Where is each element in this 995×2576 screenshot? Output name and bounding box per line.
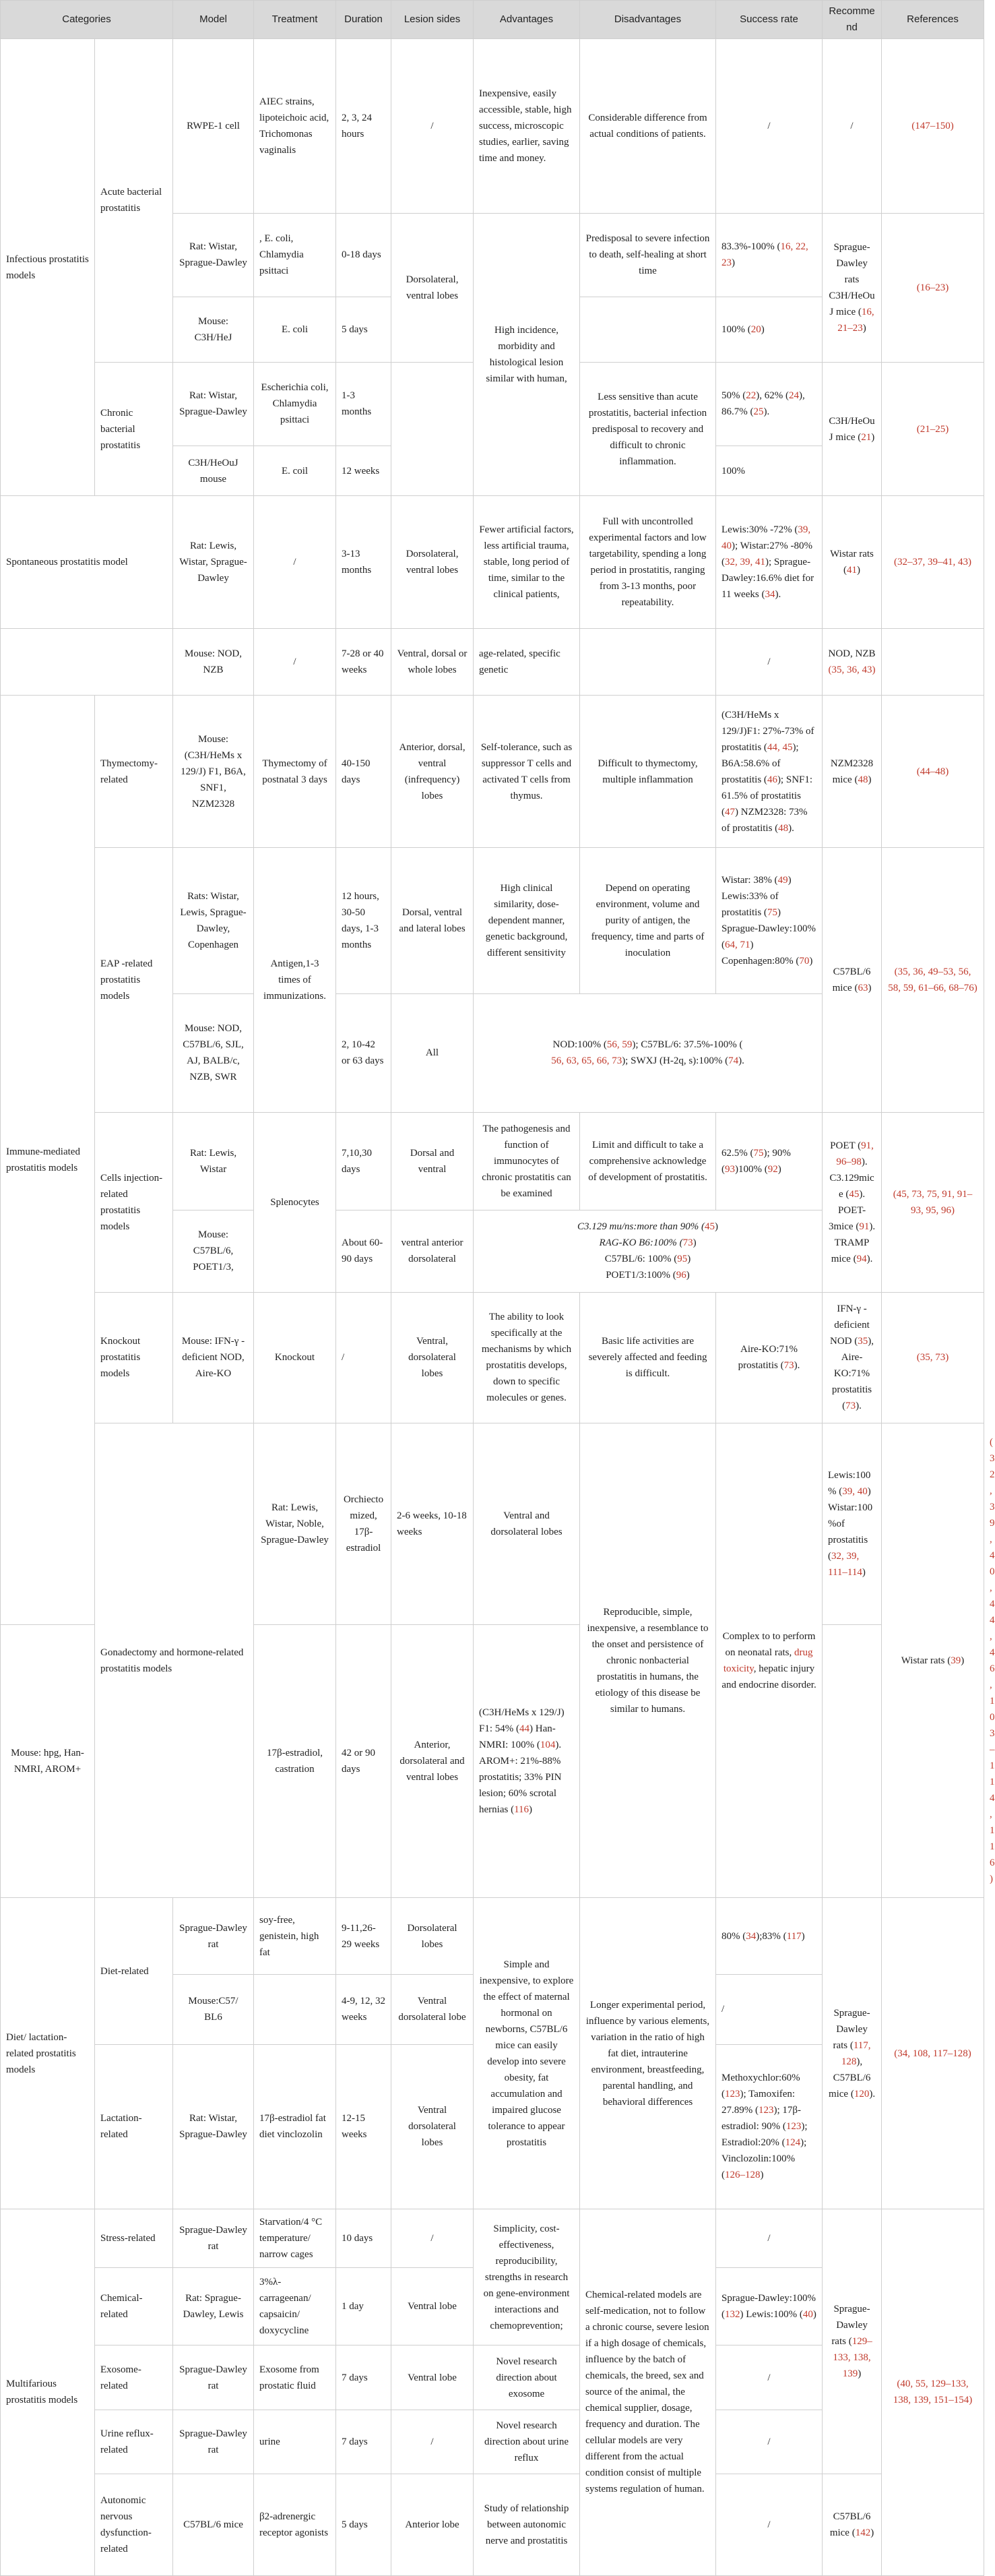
recommend-cell: Sprague-Dawley rats (117, 128), C57BL/6 mice (120). [823, 1898, 882, 2209]
subcategory-cell: Knockout prostatitis models [95, 1292, 173, 1423]
recommend-cell: C3H/HeOuJ mice (21) [823, 362, 882, 496]
subcategory-cell: Stress-related [95, 2209, 173, 2267]
header-row [1, 1, 984, 39]
header-treatment: Treatment [254, 1, 336, 39]
reference-link[interactable]: 123 [759, 2105, 774, 2116]
advantages-cell: The pathogenesis and function of immunocytes of chronic prostatitis can be examined [474, 1112, 580, 1210]
reference-link[interactable]: 44, 45 [767, 741, 793, 753]
recommend-cell: POET (91, 96–98). C3.129mice (45). POET-3mice (91). TRAMP mice (94). [823, 1112, 882, 1292]
reference-link[interactable]: 44 [519, 1723, 530, 1735]
reference-link[interactable]: 24 [789, 390, 800, 402]
disadvantages-cell: Depend on operating environment, volume and purity of antigen, the frequency, time and parts of inoculation [580, 847, 716, 993]
treatment-cell: 3%λ-carrageenan/ capsaicin/ doxycycline [254, 2267, 336, 2345]
duration-cell: 7 days [336, 2345, 391, 2410]
lesion-cell: Dorsolateral lobes [391, 1898, 474, 1975]
model-cell: C3H/HeOuJ mouse [173, 446, 254, 496]
reference-link[interactable]: 92 [767, 1163, 778, 1175]
advantages-cell: Novel research direction about urine reflux [474, 2410, 580, 2474]
duration-cell: 5 days [336, 2474, 391, 2575]
header-duration: Duration [336, 1, 391, 39]
model-cell: Sprague-Dawley rat [173, 2345, 254, 2410]
treatment-cell: Exosome from prostatic fluid [254, 2345, 336, 2410]
duration-cell: 9-11,26-29 weeks [336, 1898, 391, 1975]
treatment-cell: , E. coli, Chlamydia psittaci [254, 213, 336, 297]
model-cell: Mouse: C57BL/6, POET1/3, [173, 1210, 254, 1292]
reference-link[interactable]: 35, 36, 43 [831, 665, 872, 676]
reference-link[interactable]: 32, 39, 41 [725, 557, 766, 568]
lesion-cell: Ventral and dorsolateral lobes [474, 1423, 580, 1625]
model-cell: Sprague-Dawley rat [173, 1898, 254, 1975]
success-cell: Aire-KO:71% prostatitis (73). [716, 1292, 823, 1423]
reference-link[interactable]: 39 [951, 1655, 961, 1666]
advantages-cell: Reproducible, simple, inexpensive, a resemblance to the onset and persistence of chronic nonbacterial prostatitis in humans, the etiology of this disease be similar to humans. [580, 1423, 716, 1898]
reference-link[interactable]: 94 [856, 1253, 867, 1264]
header-advantages: Advantages [474, 1, 580, 39]
disadvantages-cell: Less sensitive than acute prostatitis, bacterial infection predisposal to recovery and difficult to chronic inflammation. [580, 362, 716, 496]
duration-cell: 3-13 months [336, 496, 391, 629]
lesion-cell: Ventral, dorsolateral lobes [391, 1292, 474, 1423]
reference-link[interactable]: drug toxicity [723, 1647, 813, 1674]
reference-link[interactable]: 91, 96–98 [836, 1140, 874, 1167]
model-cell: Rat: Lewis, Wistar, Noble, Sprague-Dawley [254, 1423, 336, 1625]
lesion-cell: Anterior, dorsolateral and ventral lobes [391, 1625, 474, 1898]
treatment-cell: E. coil [254, 446, 336, 496]
treatment-cell: / [254, 496, 336, 629]
duration-cell: 1 day [336, 2267, 391, 2345]
references-cell [882, 696, 984, 847]
reference-link[interactable]: (147–150) [911, 120, 954, 131]
header-recommend: Recommend [823, 1, 882, 39]
success-cell: 83.3%-100% (16, 22, 23) [716, 213, 823, 297]
subcategory-cell: Autonomic nervous dysfunction-related [95, 2474, 173, 2575]
treatment-cell: AIEC strains, lipoteichoic acid, Trichomonas vaginalis [254, 39, 336, 214]
reference-link[interactable]: 35, 73 [920, 1352, 946, 1363]
recommend-cell: NOD, NZB (35, 36, 43) [823, 629, 882, 696]
success-cell: Lewis:100% (39, 40) Wistar:100%of prostatitis (32, 39, 111–114) [823, 1423, 882, 1625]
reference-link[interactable]: 64, 71 [725, 939, 750, 950]
reference-link[interactable]: 39, 40 [721, 524, 811, 552]
lesion-cell: / [391, 39, 474, 214]
duration-cell: 7-28 or 40 weeks [336, 629, 391, 696]
reference-link[interactable]: 95 [677, 1254, 688, 1265]
table-row [1, 39, 984, 214]
lesion-cell: Anterior lobe [391, 2474, 474, 2575]
success-cell: 62.5% (75); 90% (93)100% (92) [716, 1112, 823, 1210]
category-cell: Immune-mediated prostatitis models [1, 696, 95, 1625]
duration-cell: 1-3 months [336, 362, 391, 446]
reference-link[interactable]: 45 [849, 1188, 860, 1200]
lesion-cell: Dorsolateral, ventral lobes [391, 496, 474, 629]
treatment-cell: Knockout [254, 1292, 336, 1423]
success-cell: 100% (20) [716, 297, 823, 362]
disadvantages-cell: Full with uncontrolled experimental factors and low targetability, spending a long period in prostatitis, ranging from 3-13 months, poor repeatability. [580, 496, 716, 629]
success-cell: 80% (34);83% (117) [716, 1898, 823, 1975]
treatment-cell: E. coli [254, 297, 336, 362]
reference-link[interactable]: 116 [514, 1804, 529, 1816]
recommend-cell: NZM2328 mice (48) [823, 696, 882, 847]
treatment-cell: urine [254, 2410, 336, 2474]
references-cell [882, 629, 984, 696]
reference-link[interactable]: 117 [786, 1930, 802, 1942]
reference-link[interactable]: 40 [802, 2309, 813, 2321]
references-cell: (35, 73) [882, 1292, 984, 1423]
reference-link[interactable]: 104 [540, 1740, 556, 1751]
table-row [1, 696, 984, 847]
treatment-cell: Starvation/4 °C temperature/ narrow cages [254, 2209, 336, 2267]
reference-link[interactable]: 16, 22, 23 [721, 241, 808, 269]
lesion-cell: Dorsolateral, ventral lobes [391, 213, 474, 362]
recommend-cell: Wistar rats (39) [882, 1423, 984, 1898]
disadvantages-cell: Complex to to perform on neonatal rats, drug toxicity, hepatic injury and endocrine disorder. [716, 1423, 823, 1898]
reference-link[interactable]: 40, 55, 129–133, 138, 139, 151–154 [893, 2379, 969, 2406]
success-cell: Lewis:30% -72% (39, 40); Wistar:27% -80% (32, 39, 41); Sprague-Dawley:16.6% diet for 11 weeks (34). [716, 496, 823, 629]
treatment-cell: Splenocytes [254, 1112, 336, 1292]
reference-link[interactable]: 25 [753, 406, 764, 418]
success-cell: Wistar: 38% (49) Lewis:33% of prostatitis (75) Sprague-Dawley:100% (64, 71) Copenhagen:80% (70) [716, 847, 823, 993]
disadvantages-cell [580, 629, 716, 696]
model-cell: C57BL/6 mice [173, 2474, 254, 2575]
duration-cell: 42 or 90 days [336, 1625, 391, 1898]
category-cell: Spontaneous prostatitis model [1, 496, 173, 629]
model-cell: Mouse: (C3H/HeMs x 129/J) F1, B6A, SNF1, NZM2328 [173, 696, 254, 847]
lesion-cell: Dorsal and ventral [391, 1112, 474, 1210]
reference-link[interactable]: 56, 63, 65, 66, 73 [551, 1055, 622, 1067]
recommend-cell: Sprague-Dawley rats (129–133, 138, 139) [823, 2209, 882, 2474]
reference-link[interactable]: 48 [858, 774, 868, 785]
success-cell: / [716, 1975, 823, 2044]
references-cell: (34, 108, 117–128) [882, 1898, 984, 2209]
reference-link[interactable]: 34 [765, 589, 775, 601]
lesion-cell: Dorsal, ventral and lateral lobes [391, 847, 474, 993]
success-cell: C3.129 mu/ns:more than 90% (45) RAG-KO B6:100% (73) C57BL/6: 100% (95) POET1/3:100% (96) [474, 1210, 823, 1292]
references-cell: (40, 55, 129–133, 138, 139, 151–154) [882, 2209, 984, 2575]
model-cell: Mouse:C57/ BL6 [173, 1975, 254, 2044]
header-lesion-sides: Lesion sides [391, 1, 474, 39]
recommend-cell: Sprague-Dawley rats C3H/HeOuJ mice (16, 21–23) [823, 213, 882, 362]
reference-link[interactable]: 47 [725, 806, 736, 818]
reference-link[interactable]: 34, 108, 117–128 [897, 2048, 968, 2059]
success-cell: Sprague-Dawley:100% (132) Lewis:100% (40) [716, 2267, 823, 2345]
duration-cell: 0-18 days [336, 213, 391, 297]
reference-link[interactable]: 45, 73, 75, 91, 91–93, 95, 96 [896, 1188, 973, 1216]
treatment-cell: Orchiectomized, 17β-estradiol [336, 1423, 391, 1625]
treatment-cell: 17β-estradiol, castration [254, 1625, 336, 1898]
reference-link[interactable]: 63 [858, 982, 868, 993]
reference-link[interactable]: 32, 39, 40, 44, 46, 103–114, 116 [990, 1452, 995, 1868]
success-cell: / [716, 39, 823, 214]
success-cell: / [716, 2345, 823, 2410]
lesion-cell: Ventral lobe [391, 2345, 474, 2410]
reference-link[interactable]: 91 [859, 1221, 870, 1232]
model-cell: Sprague-Dawley rat [173, 2410, 254, 2474]
model-cell: Rat: Lewis, Wistar, Sprague-Dawley [173, 496, 254, 629]
reference-link[interactable]: 142 [855, 2527, 871, 2538]
reference-link[interactable]: 56, 59 [606, 1039, 633, 1051]
reference-link[interactable]: 41 [847, 565, 858, 576]
model-cell: Mouse: IFN-γ -deficient NOD, Aire-KO [173, 1292, 254, 1423]
subcategory-cell: Acute bacterial prostatitis [95, 39, 173, 363]
reference-link[interactable]: 123 [785, 2121, 802, 2133]
duration-cell: 2-6 weeks, 10-18 weeks [391, 1423, 474, 1625]
duration-cell: 12 hours, 30-50 days, 1-3 months [336, 847, 391, 993]
lesion-cell: ventral anterior dorsolateral [391, 1210, 474, 1292]
success-cell: / [716, 2474, 823, 2575]
table-row [1, 1112, 984, 1210]
lesion-cell: Ventral dorsolateral lobes [391, 2044, 474, 2209]
table-row [1, 629, 984, 696]
reference-link[interactable]: 46 [767, 774, 777, 785]
lesion-cell: Ventral, dorsal or whole lobes [391, 629, 474, 696]
recommend-cell: IFN-γ -deficient NOD (35), Aire-KO:71% prostatitis (73). [823, 1292, 882, 1423]
reference-link[interactable]: (21–25) [916, 423, 949, 435]
lesion-cell: / [391, 2209, 474, 2267]
recommend-cell: C57BL/6 mice (63) [823, 847, 882, 1112]
reference-link[interactable]: 123 [725, 2089, 740, 2100]
subcategory-cell: Cells injection-related prostatitis models [95, 1112, 173, 1292]
reference-link[interactable]: 45 [705, 1221, 715, 1233]
category-cell: Multifarious prostatitis models [1, 2209, 95, 2575]
reference-link[interactable]: 73 [783, 1360, 794, 1372]
table-row: Gonadectomy and hormone-related prostatitis models Rat: Lewis, Wistar, Noble, Sprague-Dawley Orchiectomized, 17β-estradiol 2-6 weeks, 10-18 weeks Ventral and dorsolateral lobes Reproducible, simple, inexpensive, a resemblance to the onset and persistence of chronic nonbacterial prostatitis in humans, the etiology of this disease be similar to humans. Complex to to perform on neonatal rats, drug toxicity, hepatic injury and endocrine disorder. Lewis:100% (39, 40) Wistar:100%of prostatitis (32, 39, 111–114) Wistar rats (39) (32, 39, 40, 44, 46, 103–114, 116) [1, 1423, 984, 1625]
reference-link[interactable]: 70 [799, 955, 810, 967]
treatment-cell: / [254, 629, 336, 696]
subcategory-cell: Urine reflux-related [95, 2410, 173, 2474]
model-cell: Rats: Wistar, Lewis, Sprague-Dawley, Copenhagen [173, 847, 254, 993]
success-cell: / [716, 2209, 823, 2267]
reference-link[interactable]: (16–23) [916, 282, 949, 293]
reference-link[interactable]: 49 [777, 874, 788, 886]
advantages-cell: Novel research direction about exosome [474, 2345, 580, 2410]
model-cell: Mouse: NOD, NZB [173, 629, 254, 696]
reference-link[interactable]: 21 [861, 431, 872, 443]
advantages-cell: age-related, specific genetic [474, 629, 580, 696]
treatment-cell: 17β-estradiol fat diet vinclozolin [254, 2044, 336, 2209]
subcategory-cell: EAP -related prostatitis models [95, 847, 173, 1112]
category-cell [1, 629, 173, 696]
duration-cell: 2, 10-42 or 63 days [336, 993, 391, 1112]
reference-link[interactable]: (32–37, 39–41, 43) [894, 557, 972, 568]
success-cell: (C3H/HeMs x 129/J) F1: 54% (44) Han-NMRI: 100% (104). AROM+: 21%-88% prostatitis; 33% PIN lesion; 60% scrotal hernias (116) [474, 1625, 580, 1898]
category-cell: Infectious prostatitis models [1, 39, 95, 496]
reference-link[interactable]: (44–48) [916, 766, 949, 777]
header-categories: Categories [1, 1, 173, 39]
duration-cell: 12 weeks [336, 446, 391, 496]
model-cell: Mouse: C3H/HeJ [173, 297, 254, 362]
subcategory-cell: Chronic bacterial prostatitis [95, 362, 173, 496]
lesion-cell: Anterior, dorsal, ventral (infrequency) lobes [391, 696, 474, 847]
success-cell: / [716, 2410, 823, 2474]
references-cell [882, 213, 984, 362]
header-disadvantages: Disadvantages [580, 1, 716, 39]
model-cell: RWPE-1 cell [173, 39, 254, 214]
reference-link[interactable]: 74 [728, 1055, 739, 1067]
references-cell [882, 496, 984, 629]
duration-cell: 10 days [336, 2209, 391, 2267]
model-cell: Mouse: NOD, C57BL/6, SJL, AJ, BALB/c, NZB, SWR [173, 993, 254, 1112]
disadvantages-cell: Considerable difference from actual conditions of patients. [580, 39, 716, 214]
duration-cell: About 60-90 days [336, 1210, 391, 1292]
duration-cell: 2, 3, 24 hours [336, 39, 391, 214]
reference-link[interactable]: 73 [682, 1237, 693, 1249]
table-row [1, 1898, 984, 1975]
reference-link[interactable]: 20 [750, 324, 761, 335]
subcategory-cell: Lactation-related [95, 2044, 173, 2209]
model-cell: Sprague-Dawley rat [173, 2209, 254, 2267]
header-references: References [882, 1, 984, 39]
reference-link[interactable]: 132 [725, 2309, 740, 2321]
model-cell: Rat: Wistar, Sprague-Dawley [173, 2044, 254, 2209]
category-cell: Diet/ lactation-related prostatitis models [1, 1898, 95, 2209]
recommend-cell: C57BL/6 mice (142) [823, 2474, 882, 2575]
advantages-cell: Fewer artificial factors, less artificial trauma, stable, long period of time, similar to the clinical patients, [474, 496, 580, 629]
lesion-cell [391, 362, 474, 496]
references-cell: (45, 73, 75, 91, 91–93, 95, 96) [882, 1112, 984, 1292]
treatment-cell: Thymectomy of postnatal 3 days [254, 696, 336, 847]
model-cell: Mouse: hpg, Han-NMRI, AROM+ [1, 1625, 95, 1898]
reference-link[interactable]: 129–133, 138, 139 [833, 2335, 872, 2379]
duration-cell: / [336, 1292, 391, 1423]
reference-link[interactable]: 35 [858, 1336, 868, 1347]
reference-link[interactable]: 39, 40 [842, 1486, 868, 1498]
treatment-cell [254, 1975, 336, 2044]
table-row [1, 2209, 984, 2267]
reference-link[interactable]: 34 [746, 1930, 757, 1942]
reference-link[interactable]: 22 [746, 390, 757, 402]
recommend-cell: Wistar rats (41) [823, 496, 882, 629]
disadvantages-cell: Basic life activities are severely affected and feeding is difficult. [580, 1292, 716, 1423]
table-row [1, 847, 984, 993]
model-cell: Rat: Wistar, Sprague-Dawley [173, 362, 254, 446]
subcategory-cell: Exosome-related [95, 2345, 173, 2410]
success-cell: / [716, 629, 823, 696]
advantages-cell: Study of relationship between autonomic nerve and prostatitis [474, 2474, 580, 2575]
advantages-cell: High incidence, morbidity and histological lesion similar with human, [474, 213, 580, 496]
success-cell: Methoxychlor:60% (123); Tamoxifen: 27.89% (123); 17β-estradiol: 90% (123); Estradiol:20% (124); Vinclozolin:100% (126–128) [716, 2044, 823, 2209]
success-cell: 100% [716, 446, 823, 496]
duration-cell: 40-150 days [336, 696, 391, 847]
lesion-cell: / [391, 2410, 474, 2474]
disadvantages-cell: Chemical-related models are self-medication, not to follow a chronic course, severe lesion if a high dosage of chemicals, influence by the batch of chemicals, the breed, sex and source of the animal, the chemical supplier, dosage, frequency and duration. The cellular models are very different from the actual condition consist of multiple systems regulation of human. [580, 2209, 716, 2575]
advantages-cell: Simple and inexpensive, to explore the effect of maternal hormonal on newborns, C57BL/6 mice can easily develop into severe obesity, fat accumulation and impaired glucose tolerance to appear prostatitis [474, 1898, 580, 2209]
reference-link[interactable]: 117, 128 [841, 2040, 871, 2067]
duration-cell: 4-9, 12, 32 weeks [336, 1975, 391, 2044]
reference-link[interactable]: 120 [854, 2088, 870, 2099]
disadvantages-cell: Longer experimental period, influence by various elements, variation in the ratio of high fat diet, intrauterine environment, breastfeeding, parental handling, and behavioral differences [580, 1898, 716, 2209]
reference-link[interactable]: 96 [676, 1270, 686, 1281]
model-cell: Rat: Lewis, Wistar [173, 1112, 254, 1210]
advantages-cell: Self-tolerance, such as suppressor T cells and activated T cells from thymus. [474, 696, 580, 847]
lesion-cell: Ventral lobe [391, 2267, 474, 2345]
duration-cell: 7,10,30 days [336, 1112, 391, 1210]
advantages-cell: High clinical similarity, dose-dependent manner, genetic background, different sensitivity [474, 847, 580, 993]
success-cell: NOD:100% (56, 59); C57BL/6: 37.5%-100% ( 56, 63, 65, 66, 73); SWXJ (H-2q, s):100% (74). [474, 993, 823, 1112]
reference-link[interactable]: 48 [778, 822, 789, 834]
header-success-rate: Success rate [716, 1, 823, 39]
subcategory-cell: Thymectomy-related [95, 696, 173, 847]
table-row [1, 1292, 984, 1423]
success-cell: 50% (22), 62% (24), 86.7% (25). [716, 362, 823, 446]
reference-link[interactable]: 32, 39, 111–114 [828, 1551, 862, 1578]
reference-link[interactable]: 75 [753, 1147, 764, 1159]
disadvantages-cell: Limit and difficult to take a comprehensive acknowledge of development of prostatitis. [580, 1112, 716, 1210]
lesion-cell: All [391, 993, 474, 1112]
table-row [1, 496, 984, 629]
reference-link[interactable]: 126–128 [725, 2170, 761, 2181]
recommend-cell: / [823, 39, 882, 214]
disadvantages-cell [580, 297, 716, 362]
lesion-cell: Ventral dorsolateral lobe [391, 1975, 474, 2044]
header-model: Model [173, 1, 254, 39]
reference-link[interactable]: 93 [725, 1163, 736, 1175]
disadvantages-cell: Difficult to thymectomy, multiple inflammation [580, 696, 716, 847]
treatment-cell: soy-free, genistein, high fat [254, 1898, 336, 1975]
success-cell: (C3H/HeMs x 129/J)F1: 27%-73% of prostatitis (44, 45); B6A:58.6% of prostatitis (46); SNF1: 61.5% of prostatitis (47) NZM2328: 73% of prostatitis (48). [716, 696, 823, 847]
references-cell [882, 847, 984, 1112]
subcategory-cell: Chemical-related [95, 2267, 173, 2345]
references-cell [882, 39, 984, 214]
treatment-cell: β2-adrenergic receptor agonists [254, 2474, 336, 2575]
reference-link[interactable]: 73 [845, 1401, 856, 1412]
reference-link[interactable]: (35, 36, 49–53, 56, 58, 59, 61–66, 68–76) [888, 966, 977, 993]
advantages-cell: Inexpensive, easily accessible, stable, high success, microscopic studies, earlier, saving time and money. [474, 39, 580, 214]
duration-cell: 12-15 weeks [336, 2044, 391, 2209]
reference-link[interactable]: 75 [767, 907, 777, 918]
reference-link[interactable]: 124 [785, 2137, 801, 2149]
duration-cell: 5 days [336, 297, 391, 362]
model-cell: Rat: Sprague-Dawley, Lewis [173, 2267, 254, 2345]
advantages-cell: The ability to look specifically at the mechanisms by which prostatitis develops, down to specific molecules or genes. [474, 1292, 580, 1423]
references-cell [882, 362, 984, 496]
disadvantages-cell: Predisposal to severe infection to death, self-healing at short time [580, 213, 716, 297]
treatment-cell: Escherichia coli, Chlamydia psittaci [254, 362, 336, 446]
treatment-cell: Antigen,1-3 times of immunizations. [254, 847, 336, 1112]
reference-link: ( [828, 665, 832, 676]
category-cell: Gonadectomy and hormone-related prostatitis models [95, 1423, 254, 1898]
model-cell: Rat: Wistar, Sprague-Dawley [173, 213, 254, 297]
duration-cell: 7 days [336, 2410, 391, 2474]
table-row [1, 2474, 984, 2575]
subcategory-cell: Diet-related [95, 1898, 173, 2044]
advantages-cell: Simplicity, cost-effectiveness, reproducibility, strengths in research on gene-environment interactions and chemoprevention; [474, 2209, 580, 2345]
reference-link[interactable]: 16, 21–23 [837, 306, 874, 334]
